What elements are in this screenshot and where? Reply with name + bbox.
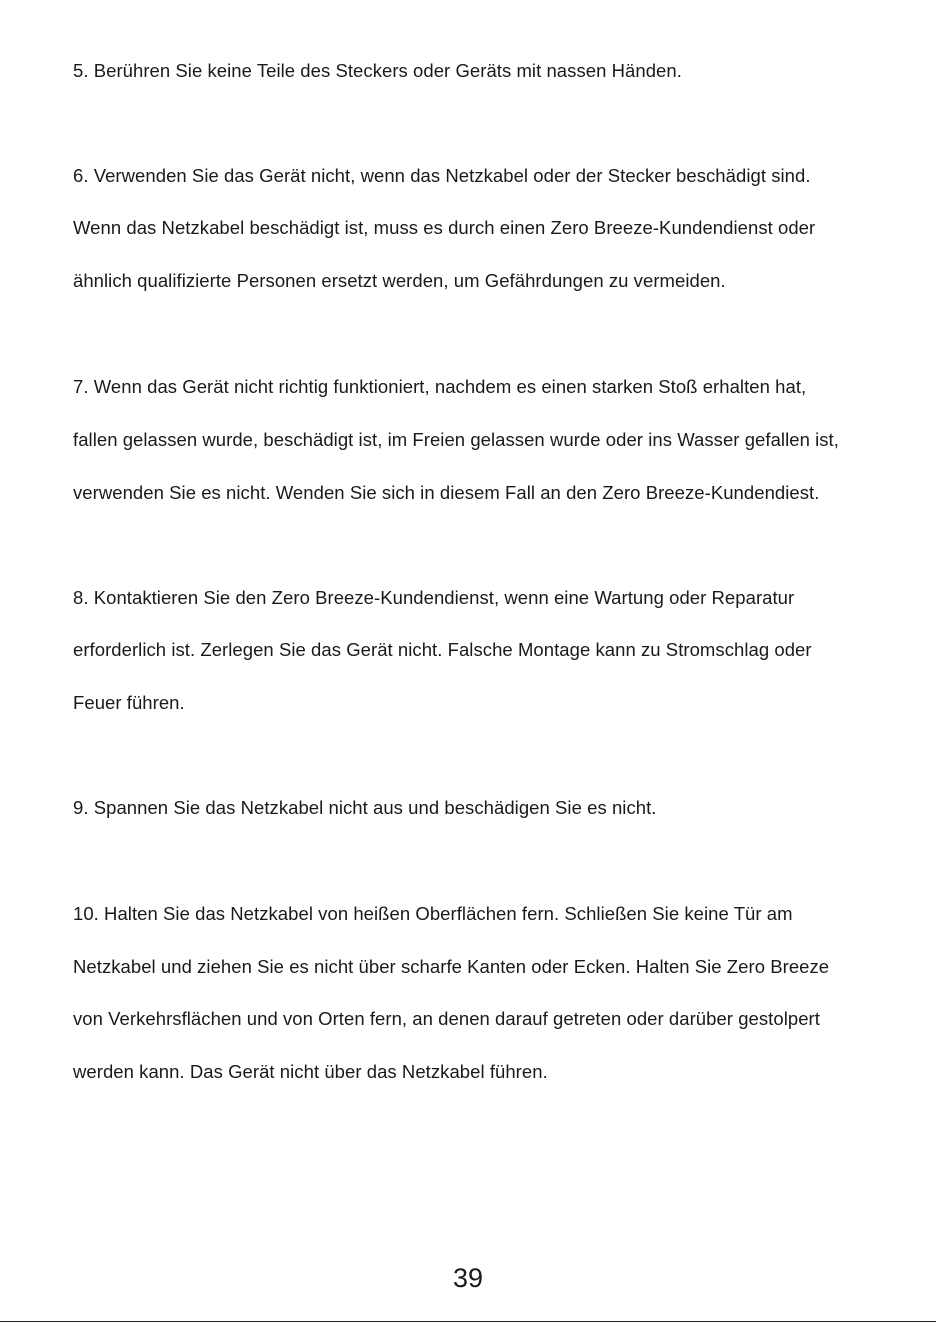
bottom-divider <box>0 1321 936 1322</box>
paragraph-10-line-3: von Verkehrsflächen und von Orten fern, an denen darauf getreten oder darüber gestolpert <box>73 1008 820 1029</box>
paragraph-7-line-1: 7. Wenn das Gerät nicht richtig funktioniert, nachdem es einen starken Stoß erhalten hat, <box>73 376 807 397</box>
paragraph-6-line-1: 6. Verwenden Sie das Gerät nicht, wenn das Netzkabel oder der Stecker beschädigt sind. <box>73 165 811 186</box>
paragraph-8-line-2: erforderlich ist. Zerlegen Sie das Gerät nicht. Falsche Montage kann zu Stromschlag oder <box>73 639 812 660</box>
paragraph-6-line-2: Wenn das Netzkabel beschädigt ist, muss es durch einen Zero Breeze-Kundendienst oder <box>73 217 816 238</box>
paragraph-7-line-3: verwenden Sie es nicht. Wenden Sie sich in diesem Fall an den Zero Breeze-Kundendiest. <box>73 482 820 503</box>
page-number: 39 <box>452 1263 484 1293</box>
paragraph-5-line-1: 5. Berühren Sie keine Teile des Steckers oder Geräts mit nassen Händen. <box>73 60 682 81</box>
paragraph-10-line-2: Netzkabel und ziehen Sie es nicht über scharfe Kanten oder Ecken. Halten Sie Zero Breeze <box>73 956 830 977</box>
paragraph-9-line-1: 9. Spannen Sie das Netzkabel nicht aus und beschädigen Sie es nicht. <box>73 797 657 818</box>
paragraph-8-line-3: Feuer führen. <box>73 692 185 713</box>
paragraph-10-line-1: 10. Halten Sie das Netzkabel von heißen Oberflächen fern. Schließen Sie keine Tür am <box>73 903 793 924</box>
paragraph-8-line-1: 8. Kontaktieren Sie den Zero Breeze-Kundendienst, wenn eine Wartung oder Reparatur <box>73 587 795 608</box>
paragraph-6-line-3: ähnlich qualifizierte Personen ersetzt werden, um Gefährdungen zu vermeiden. <box>73 270 726 291</box>
paragraph-7-line-2: fallen gelassen wurde, beschädigt ist, im Freien gelassen wurde oder ins Wasser gefallen ist, <box>73 429 839 450</box>
paragraph-10-line-4: werden kann. Das Gerät nicht über das Netzkabel führen. <box>73 1061 548 1082</box>
